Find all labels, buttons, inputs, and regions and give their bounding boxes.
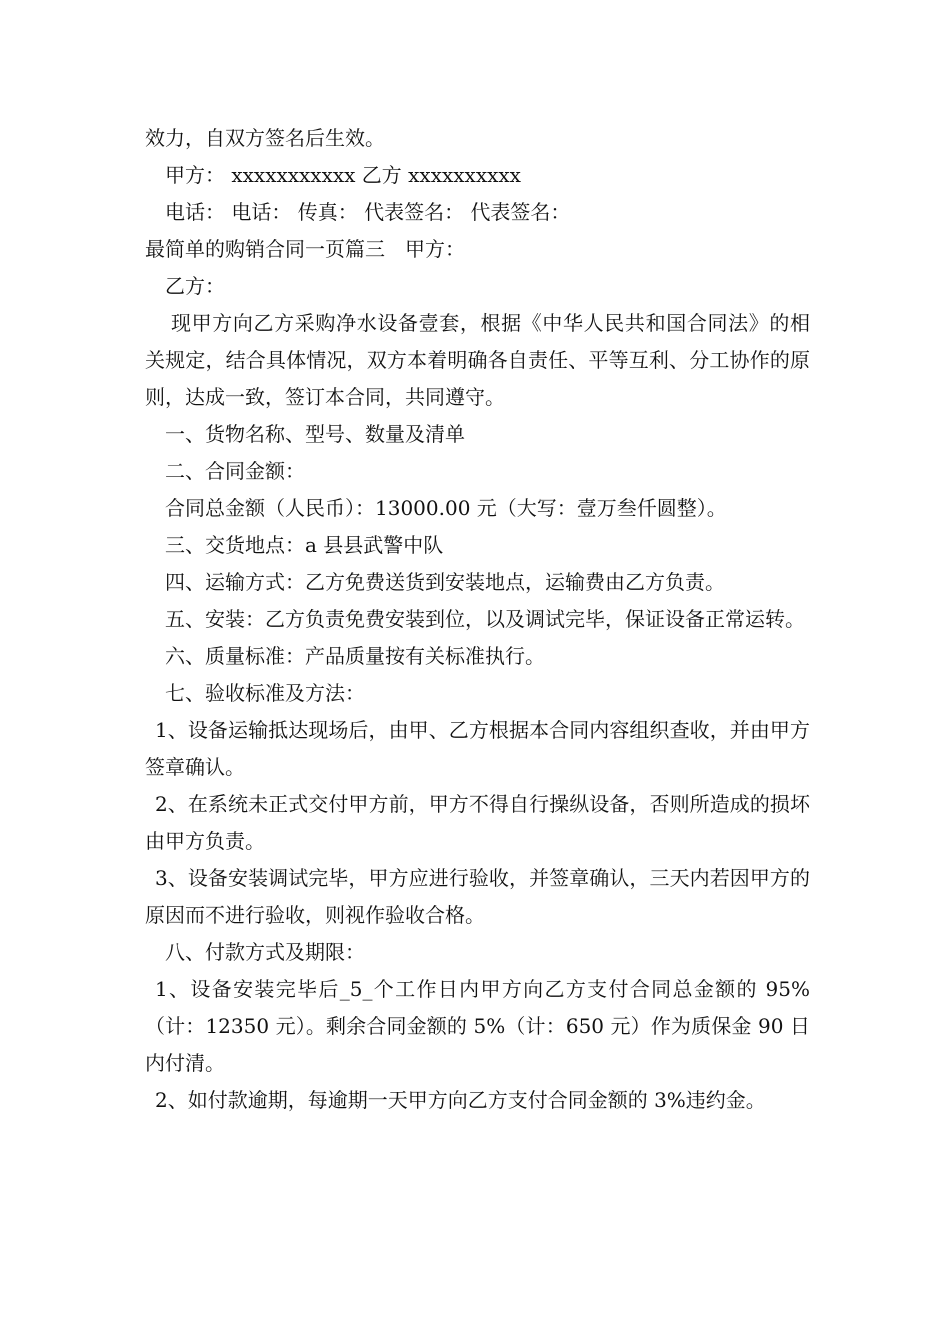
paragraph-parties: 甲方： xxxxxxxxxxx 乙方 xxxxxxxxxx bbox=[165, 163, 521, 187]
clause-6-quality: 六、质量标准：产品质量按有关标准执行。 bbox=[165, 644, 545, 668]
clause-2-total: 合同总金额（人民币）：13000.00 元（大写：壹万叁仟圆整）。 bbox=[165, 496, 727, 520]
clause-7-item-1: 1、设备运输抵达现场后，由甲、乙方根据本合同内容组织查收，并由甲方签章确认。 bbox=[145, 718, 810, 779]
clause-5-installation: 五、安装：乙方负责免费安装到位，以及调试完毕，保证设备正常运转。 bbox=[165, 607, 805, 631]
clause-1-goods: 一、货物名称、型号、数量及清单 bbox=[165, 422, 465, 446]
clause-8-item-1: 1、设备安装完毕后_5_个工作日内甲方向乙方支付合同总金额的 95%（计：12350 元）。剩余合同金额的 5%（计：650 元）作为质保金 90 日内付清。 bbox=[145, 977, 810, 1075]
clause-7-item-3: 3、设备安装调试完毕，甲方应进行验收，并签章确认，三天内若因甲方的原因而不进行验收，则视作验收合格。 bbox=[145, 866, 810, 927]
section-heading-part-three: 最简单的购销合同一页篇三 甲方： bbox=[145, 237, 465, 261]
paragraph-contact-signatures: 电话： 电话： 传真： 代表签名： 代表签名： bbox=[165, 200, 571, 224]
clause-4-transport: 四、运输方式：乙方免费送货到安装地点，运输费由乙方负责。 bbox=[165, 570, 725, 594]
paragraph-party-b: 乙方： bbox=[165, 274, 225, 298]
clause-3-delivery: 三、交货地点：a 县县武警中队 bbox=[165, 533, 444, 557]
document-body bbox=[145, 120, 810, 1119]
clause-7-item-2: 2、在系统未正式交付甲方前，甲方不得自行操纵设备，否则所造成的损坏由甲方负责。 bbox=[145, 792, 810, 853]
clause-8-item-2: 2、如付款逾期，每逾期一天甲方向乙方支付合同金额的 3%违约金。 bbox=[155, 1088, 766, 1112]
clause-7-acceptance: 七、验收标准及方法： bbox=[165, 681, 365, 705]
paragraph-effect: 效力，自双方签名后生效。 bbox=[145, 126, 385, 150]
paragraph-intro: 现甲方向乙方采购净水设备壹套，根据《中华人民共和国合同法》的相关规定，结合具体情况，双方本着明确各自责任、平等互利、分工协作的原则，达成一致，签订本合同，共同遵守。 bbox=[145, 311, 810, 409]
clause-2-amount: 二、合同金额： bbox=[165, 459, 305, 483]
clause-8-payment: 八、付款方式及期限： bbox=[165, 940, 365, 964]
